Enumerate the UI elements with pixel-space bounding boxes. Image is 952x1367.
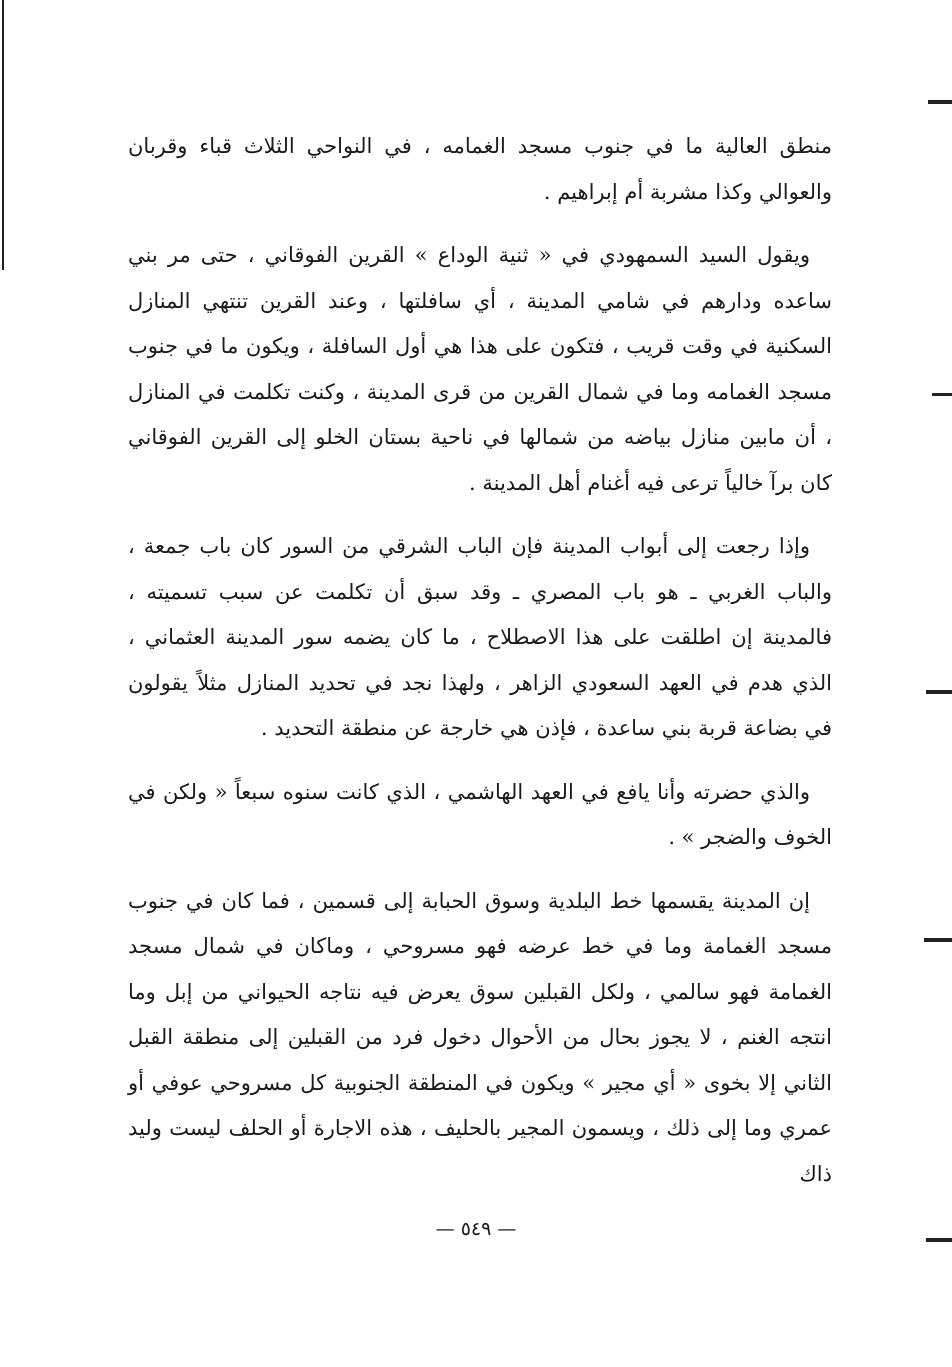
paragraph-3: وإذا رجعت إلى أبواب المدينة فإن الباب الشرقي من السور كان باب جمعة ، والباب الغربي ـ هو باب المصري ـ وقد سبق أن تكلمت عن سبب تسميته ، فالمدينة إن اطلقت على هذا الاصطلاح ، ما كان يضمه سور المدينة العثماني ، الذي هدم في العهد السعودي الزاهر ، ولهذا نجد في تحديد المنازل مثلاً يقولون في بضاعة قربة بني ساعدة ، فإذن هي خارجة عن منطقة التحديد . [128,534,832,740]
paragraph-2: ويقول السيد السمهودي في « ثنية الوداع » القرين الفوقاني ، حتى مر بني ساعده ودارهم في شامي المدينة ، أي سافلتها ، وعند القرين تنتهي المنازل السكنية في وقت قريب ، فتكون على هذا هي أول السافلة ، ويكون ما في جنوب مسجد الغمامه وما في شمال القرين من قرى المدينة ، وكنت تكلمت في المنازل ، أن مابين منازل بياضه من شمالها في ناحية بستان الخلو إلى القرين الفوقاني كان برآ خالياً ترعى فيه أغنام أهل المدينة . [128,243,832,495]
edge-mark [932,393,952,396]
paragraph-5: إن المدينة يقسمها خط البلدية وسوق الحبابة إلى قسمين ، فما كان في جنوب مسجد الغمامة وما في خط عرضه فهو مسروحي ، وماكان في شمال مسجد الغمامة فهو سالمي ، ولكل القبلين سوق يعرض فيه نتاجه الحيواني من إبل وما انتجه الغنم ، لا يجوز بحال من الأحوال دخول فرد من القبلين إلى منطقة القبل الثاني إلا بخوى « أي مجير » ويكون في المنطقة الجنوبية كل مسروحي عوفي أو عمري وما إلى ذلك ، ويسمون المجير بالحليف ، هذه الاجارة أو الحلف ليست وليد ذاك [128,888,832,1186]
edge-mark [928,100,952,104]
page-number: — ٥٤٩ — [435,1218,517,1240]
body-text [128,124,832,1215]
edge-mark [926,690,952,694]
edge-mark [924,938,952,942]
paragraph-1: منطق العالية ما في جنوب مسجد الغمامه ، في النواحي الثلاث قباء وقربان والعوالي وكذا مشربة أم إبراهيم . [128,134,832,204]
page-left-border [2,0,4,270]
paragraph-4: والذي حضرته وأنا يافع في العهد الهاشمي ، الذي كانت سنوه سبعاً « ولكن في الخوف والضجر » . [128,779,832,849]
